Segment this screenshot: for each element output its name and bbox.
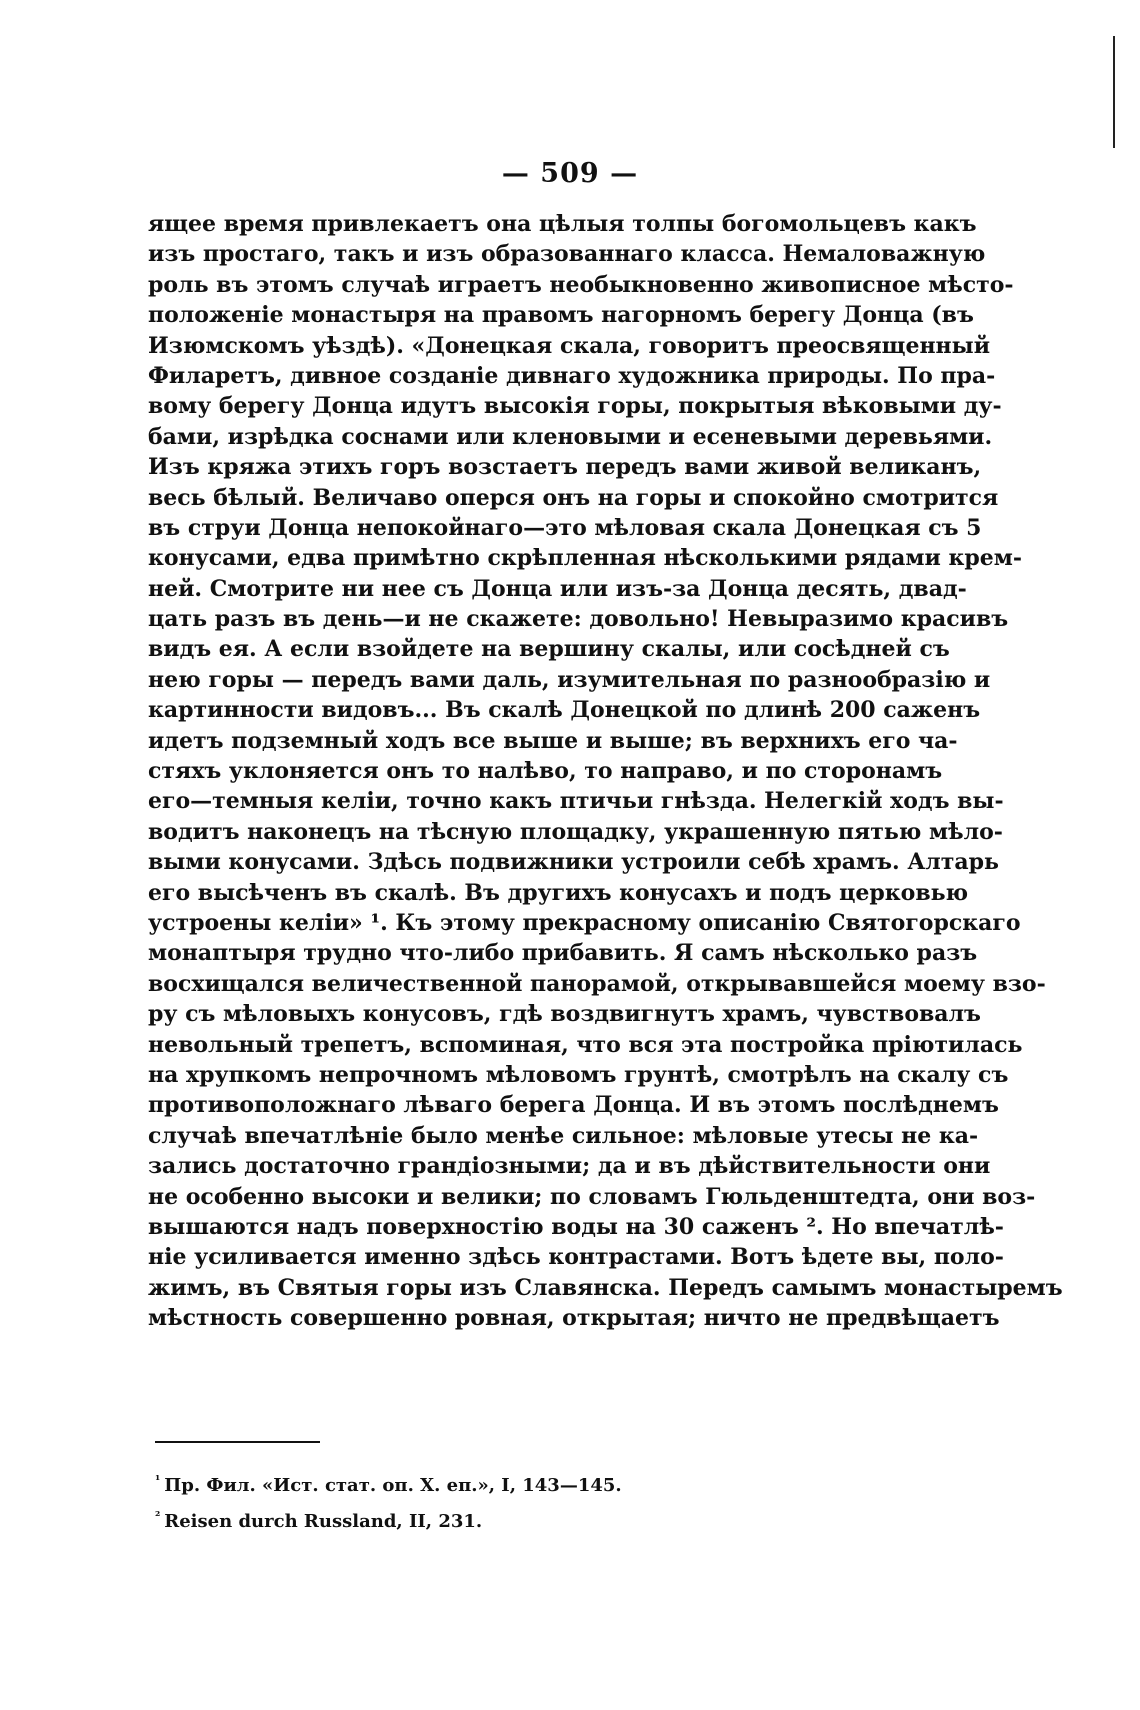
text-line: въ струи Донца непокойнаго—это мѣловая скала Донецкая съ 5: [148, 514, 982, 541]
text-line: не особенно высоки и велики; по словамъ Гюльденштедта, они воз-: [148, 1183, 1036, 1210]
text-line: бами, изрѣдка соснами или кленовыми и есеневыми деревьями.: [148, 423, 993, 450]
text-line: случаѣ впечатлѣніе было менѣе сильное: мѣловые утесы не ка-: [148, 1122, 979, 1149]
text-line: водитъ наконецъ на тѣсную площадку, украшенную пятью мѣло-: [148, 818, 1003, 845]
text-line: невольный трепетъ, вспоминая, что вся эта постройка пріютилась: [148, 1031, 1023, 1058]
text-line: цать разъ въ день—и не скажете: довольно! Невыразимо красивъ: [148, 606, 1009, 633]
text-line: ру съ мѣловыхъ конусовъ, гдѣ воздвигнутъ храмъ, чувствовалъ: [148, 1001, 981, 1028]
text-line: ніе усиливается именно здѣсь контрастами. Вотъ ѣдете вы, поло-: [148, 1244, 1004, 1271]
footnote-divider: [155, 1441, 320, 1443]
text-line: устроены келіи» ¹. Къ этому прекрасному описанію Святогорскаго: [148, 909, 1021, 936]
text-line: Изъ кряжа этихъ горъ возстаетъ передъ вами живой великанъ,: [148, 454, 982, 481]
footnote: [155, 1501, 755, 1537]
text-line: конусами, едва примѣтно скрѣпленная нѣсколькими рядами крем-: [148, 545, 1022, 572]
footnote-marker: ²: [155, 1509, 161, 1523]
text-line: ней. Смотрите ни нее съ Донца или изъ-за Донца десять, двад-: [148, 575, 967, 602]
text-line: мѣстность совершенно ровная, открытая; ничто не предвѣщаетъ: [148, 1305, 1000, 1332]
text-line: Изюмскомъ уѣздѣ). «Донецкая скала, говоритъ преосвященный: [148, 332, 991, 359]
footnote: [155, 1465, 755, 1501]
text-line: его—темныя келіи, точно какъ птичьи гнѣзда. Нелегкій ходъ вы-: [148, 788, 1004, 815]
text-line: видъ ея. А если взойдете на вершину скалы, или сосѣдней съ: [148, 636, 950, 663]
text-line: восхищался величественной панорамой, открывавшейся моему взо-: [148, 970, 1046, 997]
text-line: вому берегу Донца идутъ высокія горы, покрытыя вѣковыми ду-: [148, 393, 1002, 420]
text-line: положеніе монастыря на правомъ нагорномъ берегу Донца (въ: [148, 302, 974, 329]
footnote-marker: ¹: [155, 1473, 161, 1487]
text-line: его высѣченъ въ скалѣ. Въ другихъ конусахъ и подъ церковью: [148, 879, 969, 906]
text-line: идетъ подземный ходъ все выше и выше; въ верхнихъ его ча-: [148, 727, 958, 754]
text-line: ящее время привлекаетъ она цѣлыя толпы богомольцевъ какъ: [148, 211, 977, 237]
footnote-text: Reisen durch Russland, II, 231.: [164, 1511, 483, 1532]
footnote-text: Пр. Фил. «Ист. стат. оп. Х. еп.», I, 143—145.: [164, 1475, 622, 1496]
page-number: — 509 —: [501, 158, 639, 189]
scan-edge-line: [1113, 36, 1115, 148]
text-line: картинности видовъ... Въ скалѣ Донецкой по длинѣ 200 саженъ: [148, 697, 981, 724]
text-line: весь бѣлый. Величаво оперся онъ на горы и спокойно смотрится: [148, 484, 999, 511]
text-line: Филаретъ, дивное созданіе дивнаго художника природы. По пра-: [148, 362, 996, 389]
text-line: на хрупкомъ непрочномъ мѣловомъ грунтѣ, смотрѣлъ на скалу съ: [148, 1061, 1009, 1088]
text-line: противоположнаго лѣваго берега Донца. И въ этомъ послѣднемъ: [148, 1092, 999, 1119]
text-line: нею горы — передъ вами даль, изумительная по разнообразію и: [148, 666, 991, 693]
text-line: вышаются надъ поверхностію воды на 30 саженъ ². Но впечатлѣ-: [148, 1213, 1004, 1240]
text-line: зались достаточно грандіозными; да и въ дѣйствительности они: [148, 1153, 991, 1180]
text-line: роль въ этомъ случаѣ играетъ необыкновенно живописное мѣсто-: [148, 271, 1014, 298]
text-line: жимъ, въ Святыя горы изъ Славянска. Передъ самымъ монастыремъ: [148, 1274, 1063, 1301]
footnotes: [155, 1465, 755, 1537]
main-text: [148, 209, 1063, 1333]
text-line: изъ простаго, такъ и изъ образованнаго класса. Немаловажную: [148, 241, 986, 268]
text-line: монаптыря трудно что-либо прибавить. Я самъ нѣсколько разъ: [148, 940, 978, 967]
text-line: выми конусами. Здѣсь подвижники устроили себѣ храмъ. Алтарь: [148, 849, 999, 876]
text-line: стяхъ уклоняется онъ то налѣво, то направо, и по сторонамъ: [148, 758, 943, 785]
